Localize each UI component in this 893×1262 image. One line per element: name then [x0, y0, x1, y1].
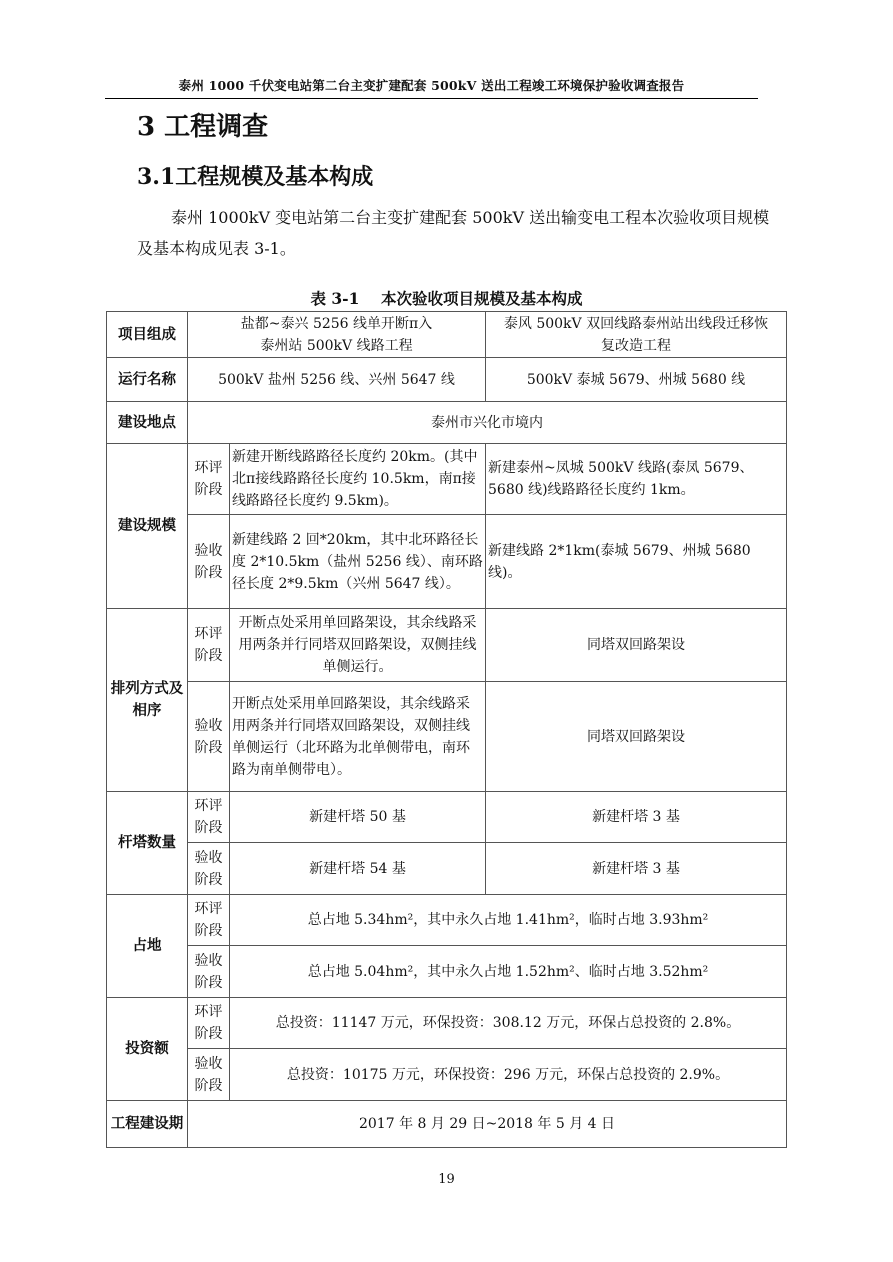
table-row — [107, 843, 787, 895]
table-row — [107, 358, 787, 402]
page-number: 19 — [438, 1172, 455, 1187]
run-name-a: 500kV 盐州 5256 线、兴州 5647 线 — [188, 358, 486, 402]
scale-eia-a: 新建开断线路路径长度约 20km。(其中北π接线路路径长度约 10.5km，南π接线路路径长度约 9.5km)。 — [230, 444, 486, 515]
towers-acc-a: 新建杆塔 54 基 — [230, 843, 486, 895]
towers-eia-a: 新建杆塔 50 基 — [230, 792, 486, 843]
towers-acc-b: 新建杆塔 3 基 — [486, 843, 787, 895]
stage-eia: 环评阶段 — [188, 609, 230, 682]
stage-eia: 环评阶段 — [188, 792, 230, 843]
project-a-line: 盐都~泰兴 5256 线单开断π入 — [240, 315, 433, 332]
stage-acceptance: 验收阶段 — [188, 843, 230, 895]
subsection-title: 3.1工程规模及基本构成 — [137, 164, 374, 190]
table-row — [107, 312, 787, 358]
investment-acc: 总投资：10175 万元，环保投资：296 万元，环保占总投资的 2.9%。 — [230, 1049, 787, 1101]
stage-acceptance: 验收阶段 — [188, 682, 230, 792]
project-a-line: 泰州站 500kV 线路工程 — [260, 337, 413, 354]
project-a — [188, 312, 486, 358]
table-row — [107, 402, 787, 444]
row-label-project: 项目组成 — [107, 312, 188, 358]
stage-acceptance: 验收阶段 — [188, 1049, 230, 1101]
table-row — [107, 515, 787, 609]
scale-table — [106, 311, 787, 1148]
stage-acceptance: 验收阶段 — [188, 515, 230, 609]
table-row — [107, 895, 787, 946]
row-label-land: 占地 — [107, 895, 188, 998]
table-row — [107, 946, 787, 998]
row-label-towers: 杆塔数量 — [107, 792, 188, 895]
table-row — [107, 792, 787, 843]
land-eia: 总占地 5.34hm²，其中永久占地 1.41hm²，临时占地 3.93hm² — [230, 895, 787, 946]
stage-eia: 环评阶段 — [188, 895, 230, 946]
scale-eia-b: 新建泰州~凤城 500kV 线路(泰凤 5679、5680 线)线路路径长度约 1km。 — [486, 444, 787, 515]
table-row — [107, 682, 787, 792]
location-value: 泰州市兴化市境内 — [188, 402, 787, 444]
table-row — [107, 609, 787, 682]
project-b-line: 泰风 500kV 双回线路泰州站出线段迁移恢 — [503, 315, 769, 332]
row-label-run-name: 运行名称 — [107, 358, 188, 402]
project-b-line: 复改造工程 — [601, 337, 671, 354]
scale-acc-a: 新建线路 2 回*20km，其中北环路径长度 2*10.5km（盐州 5256 线）、南环路径长度 2*9.5km（兴州 5647 线）。 — [230, 515, 486, 609]
row-label-period: 工程建设期 — [107, 1101, 188, 1148]
arr-acc-b: 同塔双回路架设 — [486, 682, 787, 792]
table-row — [107, 444, 787, 515]
table-caption: 表 3-1 本次验收项目规模及基本构成 — [310, 289, 583, 308]
table-row — [107, 1049, 787, 1101]
land-acc: 总占地 5.04hm²，其中永久占地 1.52hm²、临时占地 3.52hm² — [230, 946, 787, 998]
arr-eia-b: 同塔双回路架设 — [486, 609, 787, 682]
row-label-location: 建设地点 — [107, 402, 188, 444]
table-row — [107, 1101, 787, 1148]
arr-eia-a: 开断点处采用单回路架设，其余线路采用两条并行同塔双回路架设，双侧挂线单侧运行。 — [230, 609, 486, 682]
investment-eia: 总投资：11147 万元，环保投资：308.12 万元，环保占总投资的 2.8%。 — [230, 998, 787, 1049]
section-title: 3 工程调查 — [137, 112, 269, 142]
project-b — [486, 312, 787, 358]
row-label-investment: 投资额 — [107, 998, 188, 1101]
scale-acc-b: 新建线路 2*1km(泰城 5679、州城 5680 线)。 — [486, 515, 787, 609]
stage-acceptance: 验收阶段 — [188, 946, 230, 998]
row-label-scale: 建设规模 — [107, 444, 188, 609]
stage-eia: 环评阶段 — [188, 444, 230, 515]
run-name-b: 500kV 泰城 5679、州城 5680 线 — [486, 358, 787, 402]
stage-eia: 环评阶段 — [188, 998, 230, 1049]
towers-eia-b: 新建杆塔 3 基 — [486, 792, 787, 843]
intro-paragraph: 泰州 1000kV 变电站第二台主变扩建配套 500kV 送出输变电工程本次验收项目规模及基本构成见表 3-1。 — [137, 208, 770, 258]
running-header: 泰州 1000 千伏变电站第二台主变扩建配套 500kV 送出工程竣工环境保护验收调查报告 — [178, 78, 685, 93]
arr-acc-a: 开断点处采用单回路架设，其余线路采用两条并行同塔双回路架设，双侧挂线单侧运行（北环路为北单侧带电，南环路为南单侧带电）。 — [230, 682, 486, 792]
header-rule — [105, 98, 758, 99]
period-value: 2017 年 8 月 29 日~2018 年 5 月 4 日 — [188, 1101, 787, 1148]
row-label-arrangement: 排列方式及相序 — [107, 609, 188, 792]
table-row — [107, 998, 787, 1049]
